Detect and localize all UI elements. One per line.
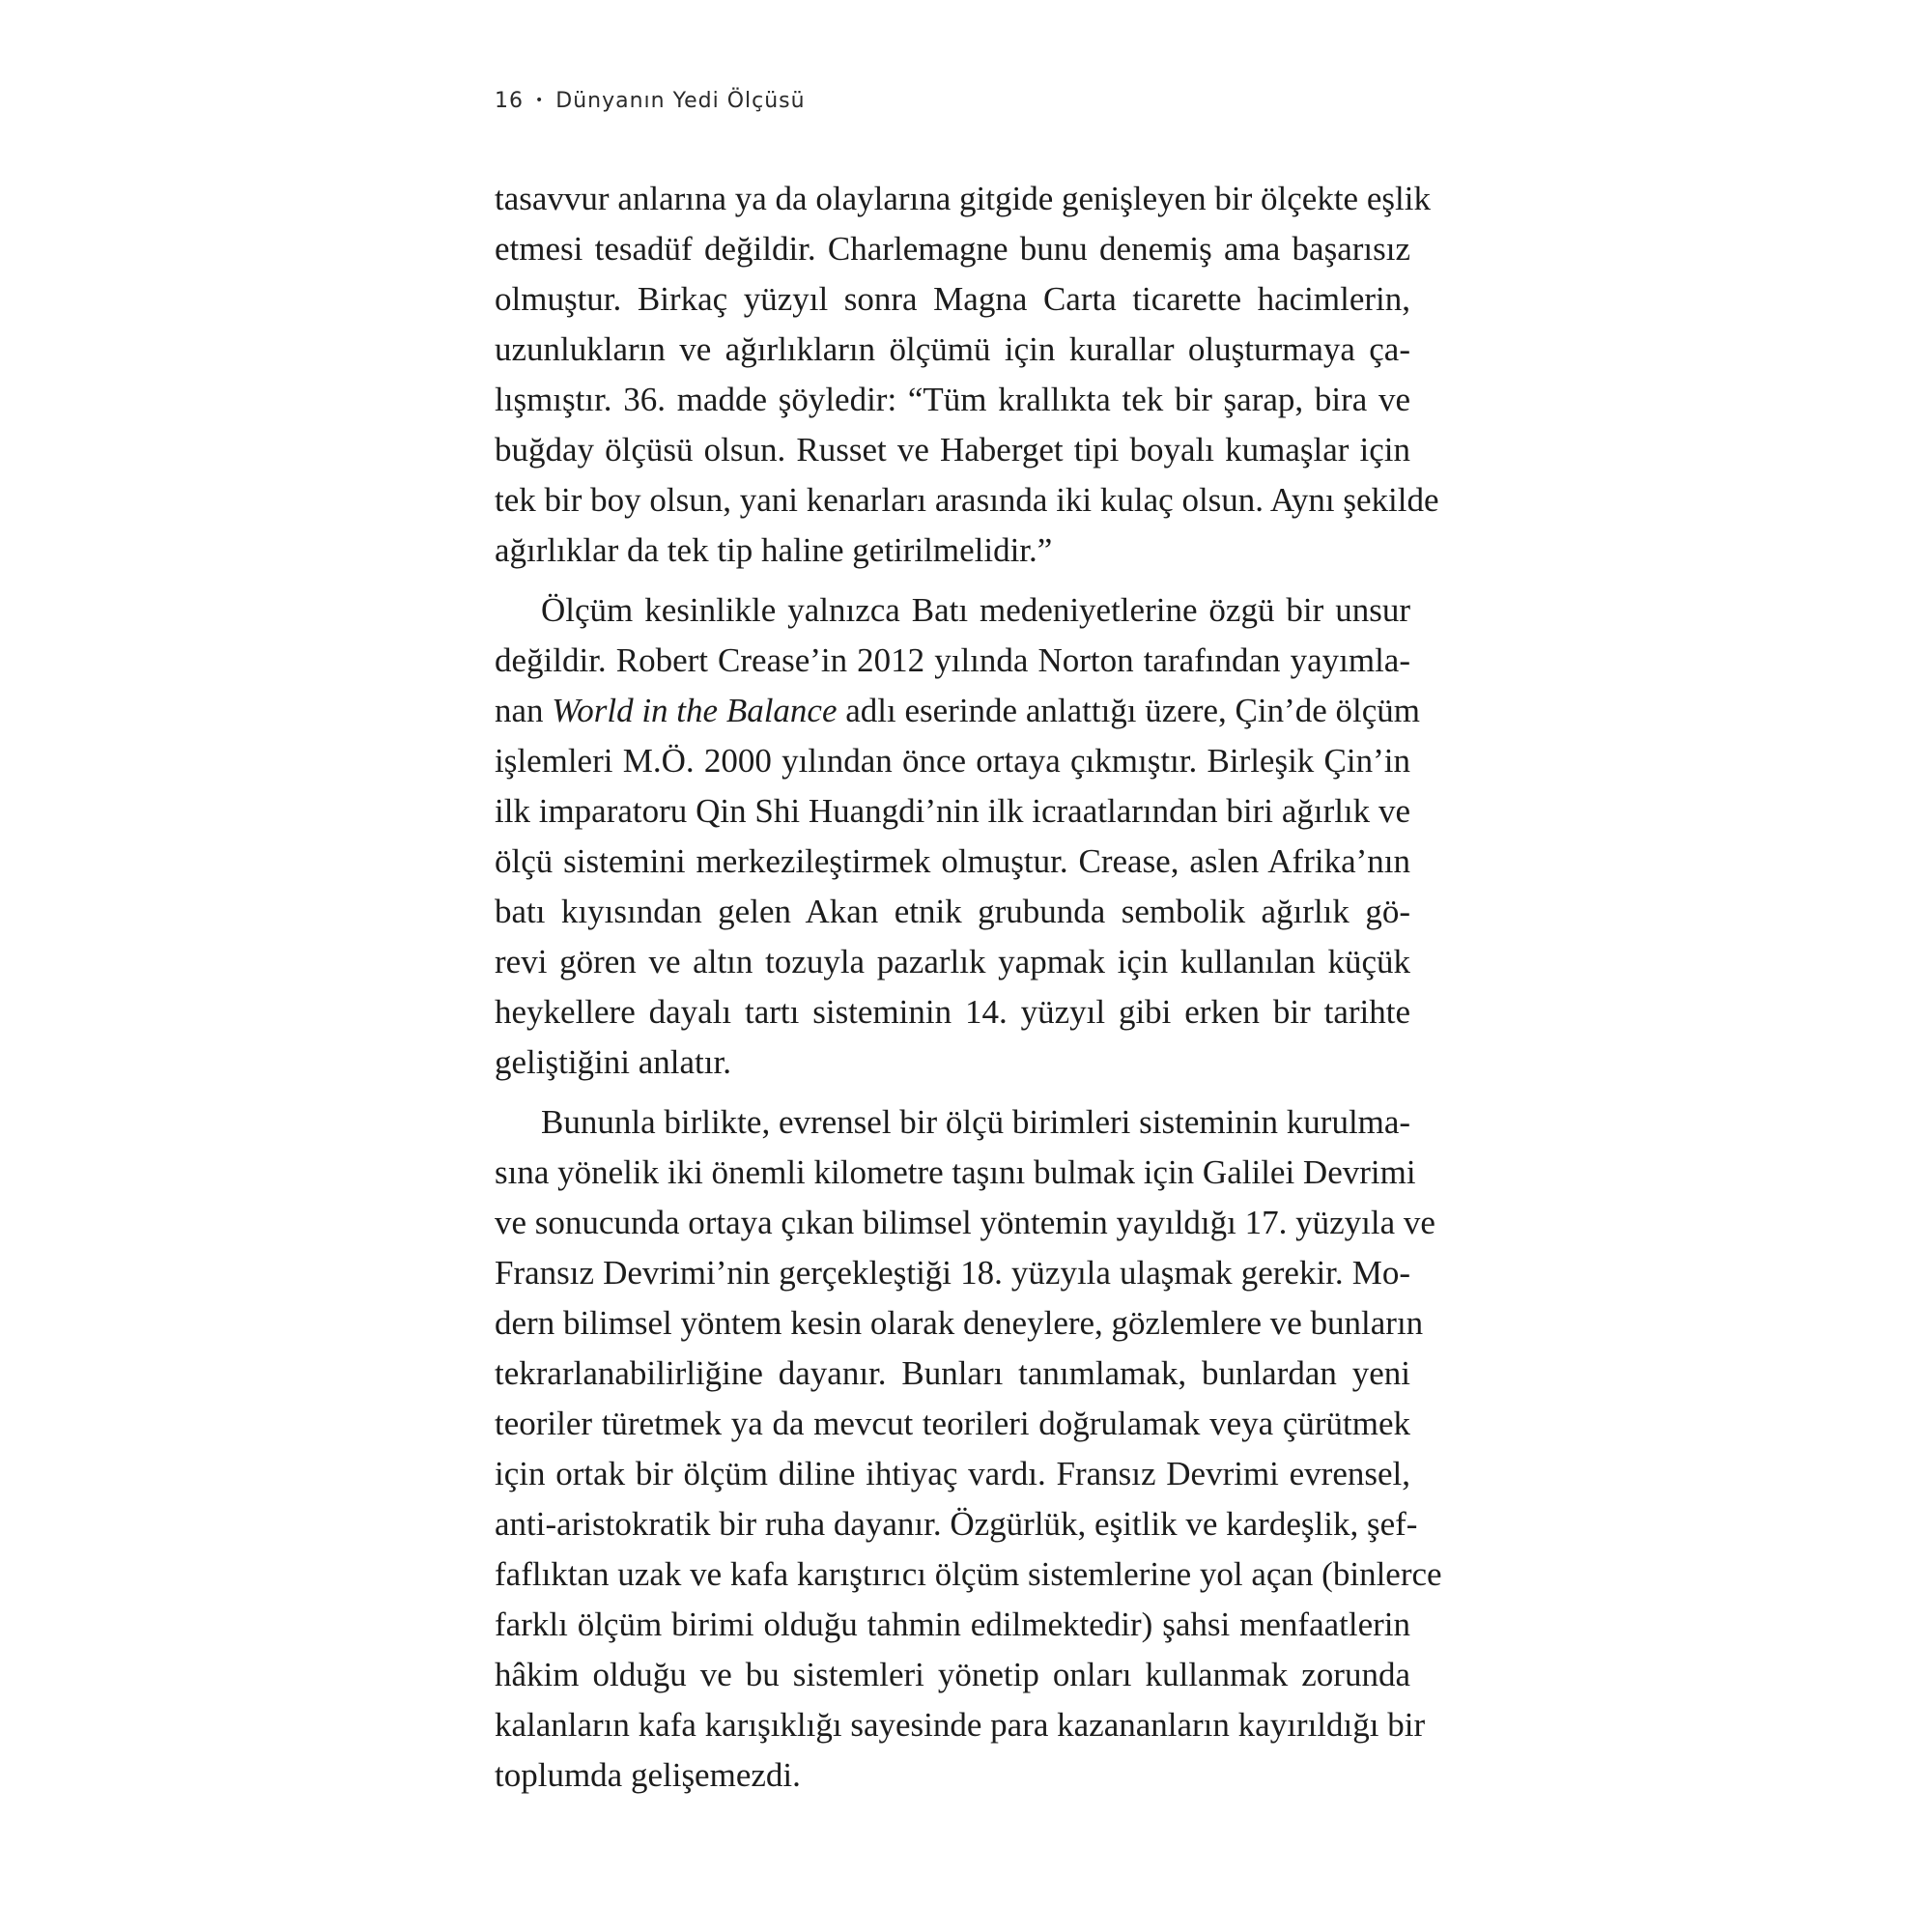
book-title-italic: World in the Balance <box>552 692 838 729</box>
text-line: Bununla birlikte, evrensel bir ölçü birimleri sisteminin kurulma- <box>541 1103 1411 1141</box>
text-fragment: nan <box>495 692 553 729</box>
text-line: teoriler türetmek ya da mevcut teorileri doğrulamak veya çürütmek <box>495 1405 1410 1442</box>
book-title: Dünyanın Yedi Ölçüsü <box>555 89 806 113</box>
text-line: işlemleri M.Ö. 2000 yılından önce ortaya çıkmıştır. Birleşik Çin’in <box>495 742 1410 780</box>
text-line: sına yönelik iki önemli kilometre taşını bulmak için Galilei Devrimi <box>495 1153 1416 1191</box>
text-line: ilk imparatoru Qin Shi Huangdi’nin ilk icraatlarından biri ağırlık ve <box>495 792 1410 830</box>
text-line: batı kıyısından gelen Akan etnik grubunda sembolik ağırlık gö- <box>495 893 1410 930</box>
header-separator: • <box>535 93 545 108</box>
text-line: faflıktan uzak ve kafa karıştırıcı ölçüm sistemlerine yol açan (binlerce <box>495 1555 1442 1593</box>
text-line: kalanların kafa karışıklığı sayesinde para kazananların kayırıldığı bir <box>495 1706 1426 1744</box>
page-number: 16 <box>495 89 524 113</box>
text-line: tek bir boy olsun, yani kenarları arasında iki kulaç olsun. Aynı şekilde <box>495 481 1439 519</box>
text-line: Ölçüm kesinlikle yalnızca Batı medeniyetlerine özgü bir unsur <box>541 591 1410 629</box>
text-line: lışmıştır. 36. madde şöyledir: “Tüm krallıkta tek bir şarap, bira ve <box>495 381 1410 418</box>
running-head <box>495 89 806 113</box>
paragraph-2 <box>495 585 1421 1088</box>
text-line-with-title <box>495 686 1421 736</box>
text-line: revi gören ve altın tozuyla pazarlık yapmak için kullanılan küçük <box>495 943 1410 980</box>
text-line: hâkim olduğu ve bu sistemleri yönetip onları kullanmak zorunda <box>495 1656 1410 1693</box>
text-line: Fransız Devrimi’nin gerçekleştiği 18. yüzyıla ulaşmak gerekir. Mo- <box>495 1254 1410 1292</box>
text-line: değildir. Robert Crease’in 2012 yılında Norton tarafından yayımla- <box>495 641 1410 679</box>
text-line: ölçü sistemini merkezileştirmek olmuştur. Crease, aslen Afrika’nın <box>495 842 1410 880</box>
text-line: olmuştur. Birkaç yüzyıl sonra Magna Carta ticarette hacimlerin, <box>495 280 1410 318</box>
text-line: geliştiğini anlatır. <box>495 1043 731 1081</box>
text-line: buğday ölçüsü olsun. Russet ve Haberget tipi boyalı kumaşlar için <box>495 431 1410 469</box>
text-line: toplumda gelişemezdi. <box>495 1756 801 1794</box>
text-line: uzunlukların ve ağırlıkların ölçümü için kurallar oluşturmaya ça- <box>495 330 1410 368</box>
text-fragment: adlı eserinde anlattığı üzere, Çin’de ölçüm <box>837 692 1421 729</box>
text-line: farklı ölçüm birimi olduğu tahmin edilmektedir) şahsi menfaatlerin <box>495 1605 1410 1643</box>
text-line: ve sonucunda ortaya çıkan bilimsel yöntemin yayıldığı 17. yüzyıla ve <box>495 1204 1435 1241</box>
text-line: tasavvur anlarına ya da olaylarına gitgide genişleyen bir ölçekte eşlik <box>495 180 1431 217</box>
paragraph-3 <box>495 1097 1442 1801</box>
paragraph-1 <box>495 174 1439 576</box>
text-line: anti-aristokratik bir ruha dayanır. Özgürlük, eşitlik ve kardeşlik, şef- <box>495 1505 1418 1543</box>
text-line: heykellere dayalı tartı sisteminin 14. yüzyıl gibi erken bir tarihte <box>495 993 1410 1031</box>
text-line: ağırlıklar da tek tip haline getirilmelidir.” <box>495 531 1053 569</box>
text-line: için ortak bir ölçüm diline ihtiyaç vardı. Fransız Devrimi evrensel, <box>495 1455 1410 1492</box>
text-line: tekrarlanabilirliğine dayanır. Bunları tanımlamak, bunlardan yeni <box>495 1354 1410 1392</box>
text-line: dern bilimsel yöntem kesin olarak deneylere, gözlemlere ve bunların <box>495 1304 1424 1342</box>
text-line: etmesi tesadüf değildir. Charlemagne bunu denemiş ama başarısız <box>495 230 1410 268</box>
body-text <box>495 174 1442 1810</box>
